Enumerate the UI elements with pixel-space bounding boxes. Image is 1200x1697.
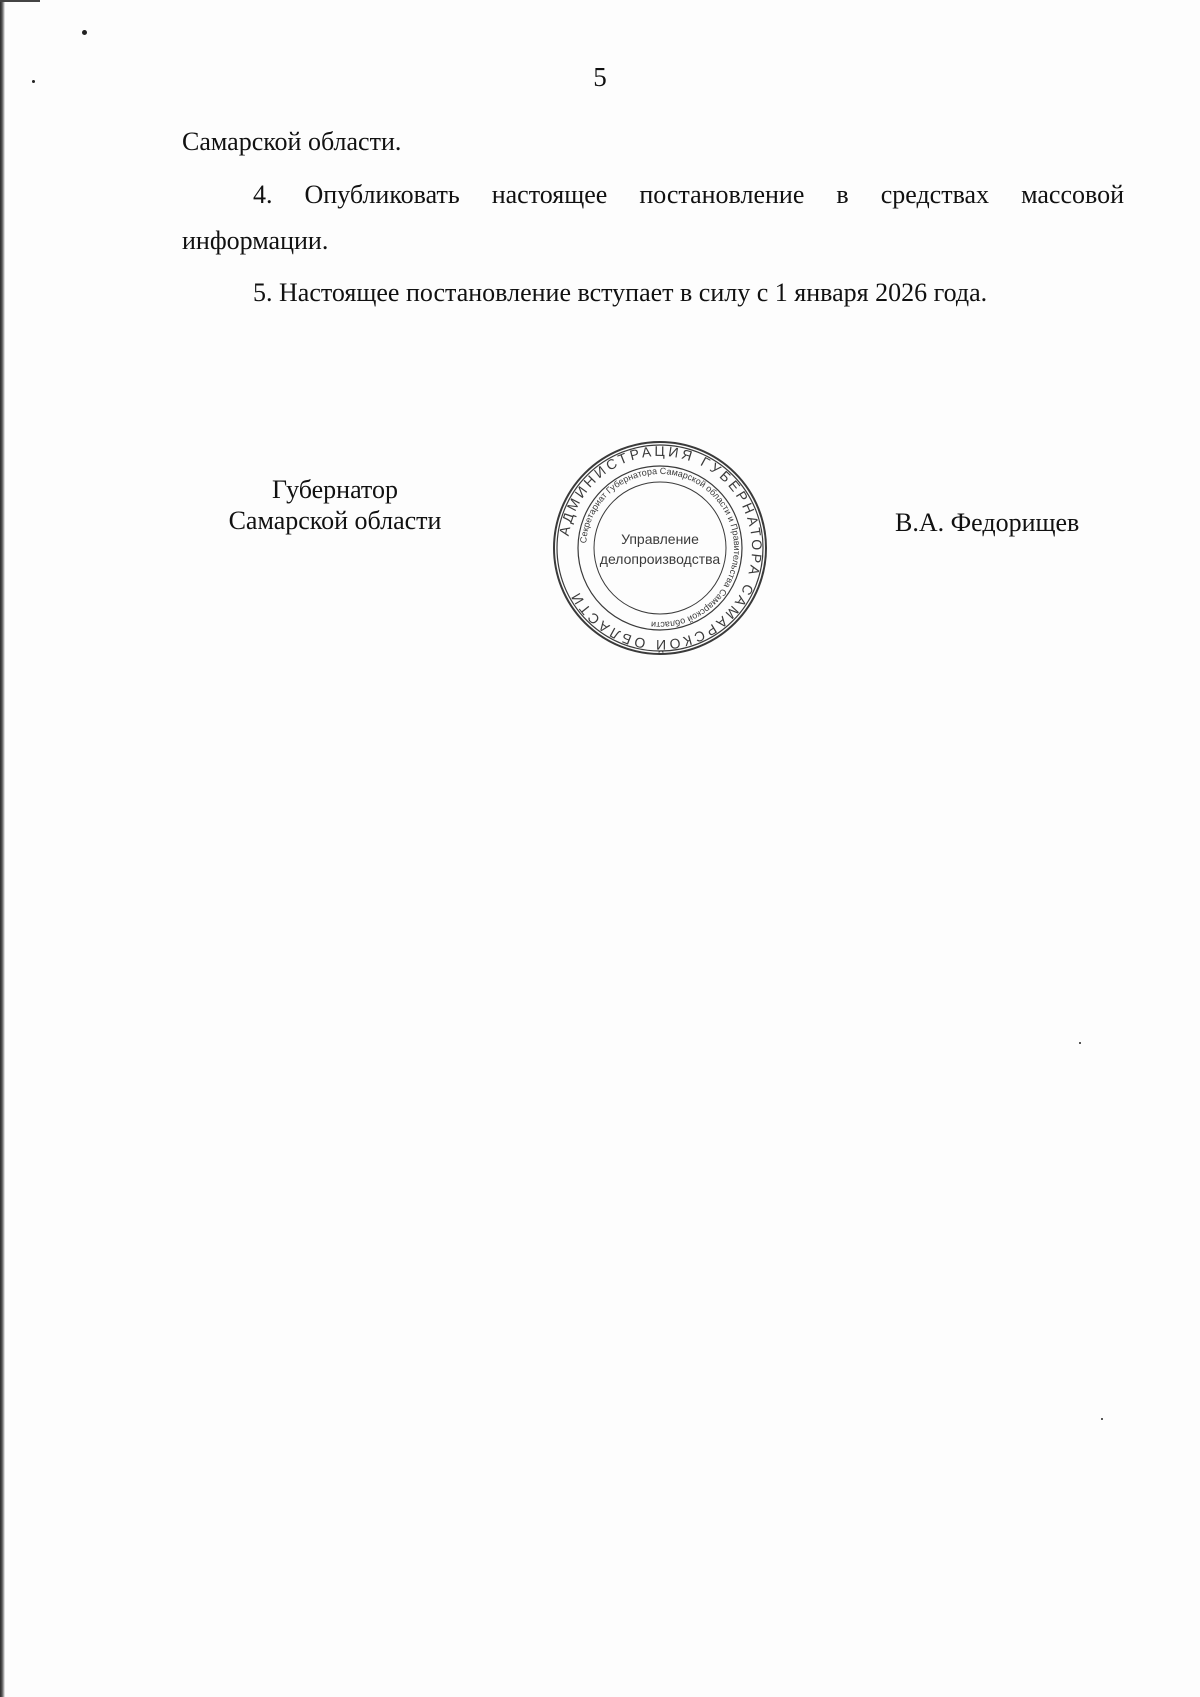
stamp-inner-text: Секретариат Губернатора Самарской области и Правительства Самарской области (578, 465, 743, 631)
paragraph-item-4-line-1: 4. Опубликовать настоящее постановление в средствах массовой (253, 180, 1124, 209)
signatory-title (210, 474, 460, 536)
scan-mark (0, 0, 40, 2)
paragraph-item-5: 5. Настоящее постановление вступает в силу с 1 января 2026 года. (253, 278, 988, 307)
scan-speck (82, 30, 87, 35)
scan-speck (1079, 1042, 1081, 1044)
paragraph-item-4-line-2: информации. (182, 226, 329, 255)
official-stamp (550, 438, 770, 658)
stamp-outer-text: АДМИНИСТРАЦИЯ ГУБЕРНАТОРА САМАРСКОЙ ОБЛАСТИ (555, 442, 766, 654)
stamp-center-line-1: Управление (621, 531, 699, 547)
paragraph-continuation: Самарской области. (182, 127, 402, 156)
stamp-center-line-2: делопроизводства (599, 551, 721, 567)
signatory-title-line-1: Губернатор (272, 475, 398, 504)
stamp-seal (550, 438, 770, 658)
signatory-title-line-2: Самарской области (228, 506, 442, 535)
page-number: 5 (593, 62, 607, 92)
scan-edge (0, 0, 5, 1697)
scan-speck (1101, 1418, 1103, 1420)
signatory-name: В.А. Федорищев (895, 508, 1080, 537)
